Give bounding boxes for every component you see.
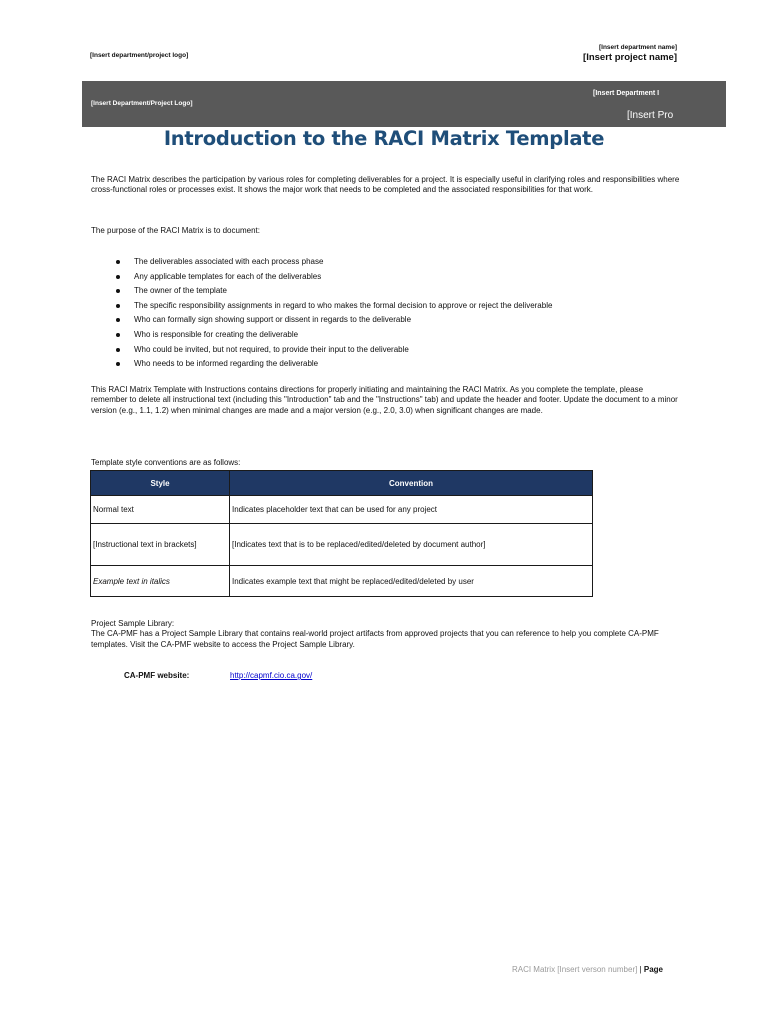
header-right-block [583,44,677,64]
convention-cell: Indicates placeholder text that can be used for any project [230,496,593,524]
header-banner [82,81,726,127]
library-section [91,619,681,650]
purpose-list [116,255,552,372]
style-cell: Example text in italics [91,566,230,597]
page-footer [512,965,663,974]
purpose-list-item: Who is responsible for creating the deliverable [116,328,552,343]
header-project-name: [Insert project name] [583,52,677,63]
convention-cell: [Indicates text that is to be replaced/edited/deleted by document author] [230,524,593,566]
table-row [91,566,593,597]
instructions-paragraph: This RACI Matrix Template with Instructions contains directions for properly initiating and maintaining the RACI Matrix. As you complete the template, please remember to delete all instructional text (including this "Introduction" tab and the "Instructions" tab) and update the header and footer. Update the document to a minor version (e.g., 1.1, 1.2) when minimal changes are made and a major version (e.g., 2.0, 3.0) when significant changes are made. [91,385,678,415]
purpose-list-item: Who could be invited, but not required, to provide their input to the deliverable [116,343,552,358]
table-row [91,496,593,524]
purpose-list-item: The deliverables associated with each process phase [116,255,552,270]
website-link[interactable]: http://capmf.cio.ca.gov/ [230,671,313,680]
purpose-list-item: Any applicable templates for each of the deliverables [116,270,552,285]
library-heading: Project Sample Library: [91,619,175,628]
purpose-list-item: The specific responsibility assignments in regard to who makes the formal decision to approve or reject the deliverable [116,299,552,314]
banner-logo-placeholder: [Insert Department/Project Logo] [91,100,193,107]
convention-cell: Indicates example text that might be replaced/edited/deleted by user [230,566,593,597]
banner-department-text: [Insert Department I [593,90,660,97]
library-text: The CA-PMF has a Project Sample Library that contains real-world project artifacts from approved projects that you can reference to help you complete CA-PMF templates. Visit the CA-PMF website to access the Project Sample Library. [91,629,659,649]
footer-page-label: Page [643,965,663,974]
purpose-list-item: Who needs to be informed regarding the deliverable [116,357,552,372]
purpose-heading: The purpose of the RACI Matrix is to document: [91,226,260,235]
footer-doc-label: RACI Matrix [Insert verson number] [511,965,638,974]
purpose-list-item: Who can formally sign showing support or dissent in regards to the deliverable [116,313,552,328]
footer-separator: | [639,965,642,974]
header-department-name: [Insert department name] [598,44,677,51]
column-header-style: Style [91,471,230,496]
intro-paragraph: The RACI Matrix describes the participation by various roles for completing deliverables for a project. It is especially useful in clarifying roles and responsibilities where cross-functional roles or processes exist. It shows the major work that needs to be completed and the associated responsibilities for that work. [91,175,680,195]
style-cell: Normal text [91,496,230,524]
conventions-table [90,470,593,597]
table-row [91,524,593,566]
style-cell: [Instructional text in brackets] [91,524,230,566]
page-title: Introduction to the RACI Matrix Template [163,127,605,150]
conventions-intro: Template style conventions are as follows: [91,458,241,467]
banner-project-text: [Insert Pro [627,110,674,121]
purpose-list-item: The owner of the template [116,284,552,299]
header-logo-placeholder: [Insert department/project logo] [90,52,189,59]
column-header-convention: Convention [230,471,593,496]
table-header-row [91,471,593,496]
website-label: CA-PMF website: [124,671,190,680]
